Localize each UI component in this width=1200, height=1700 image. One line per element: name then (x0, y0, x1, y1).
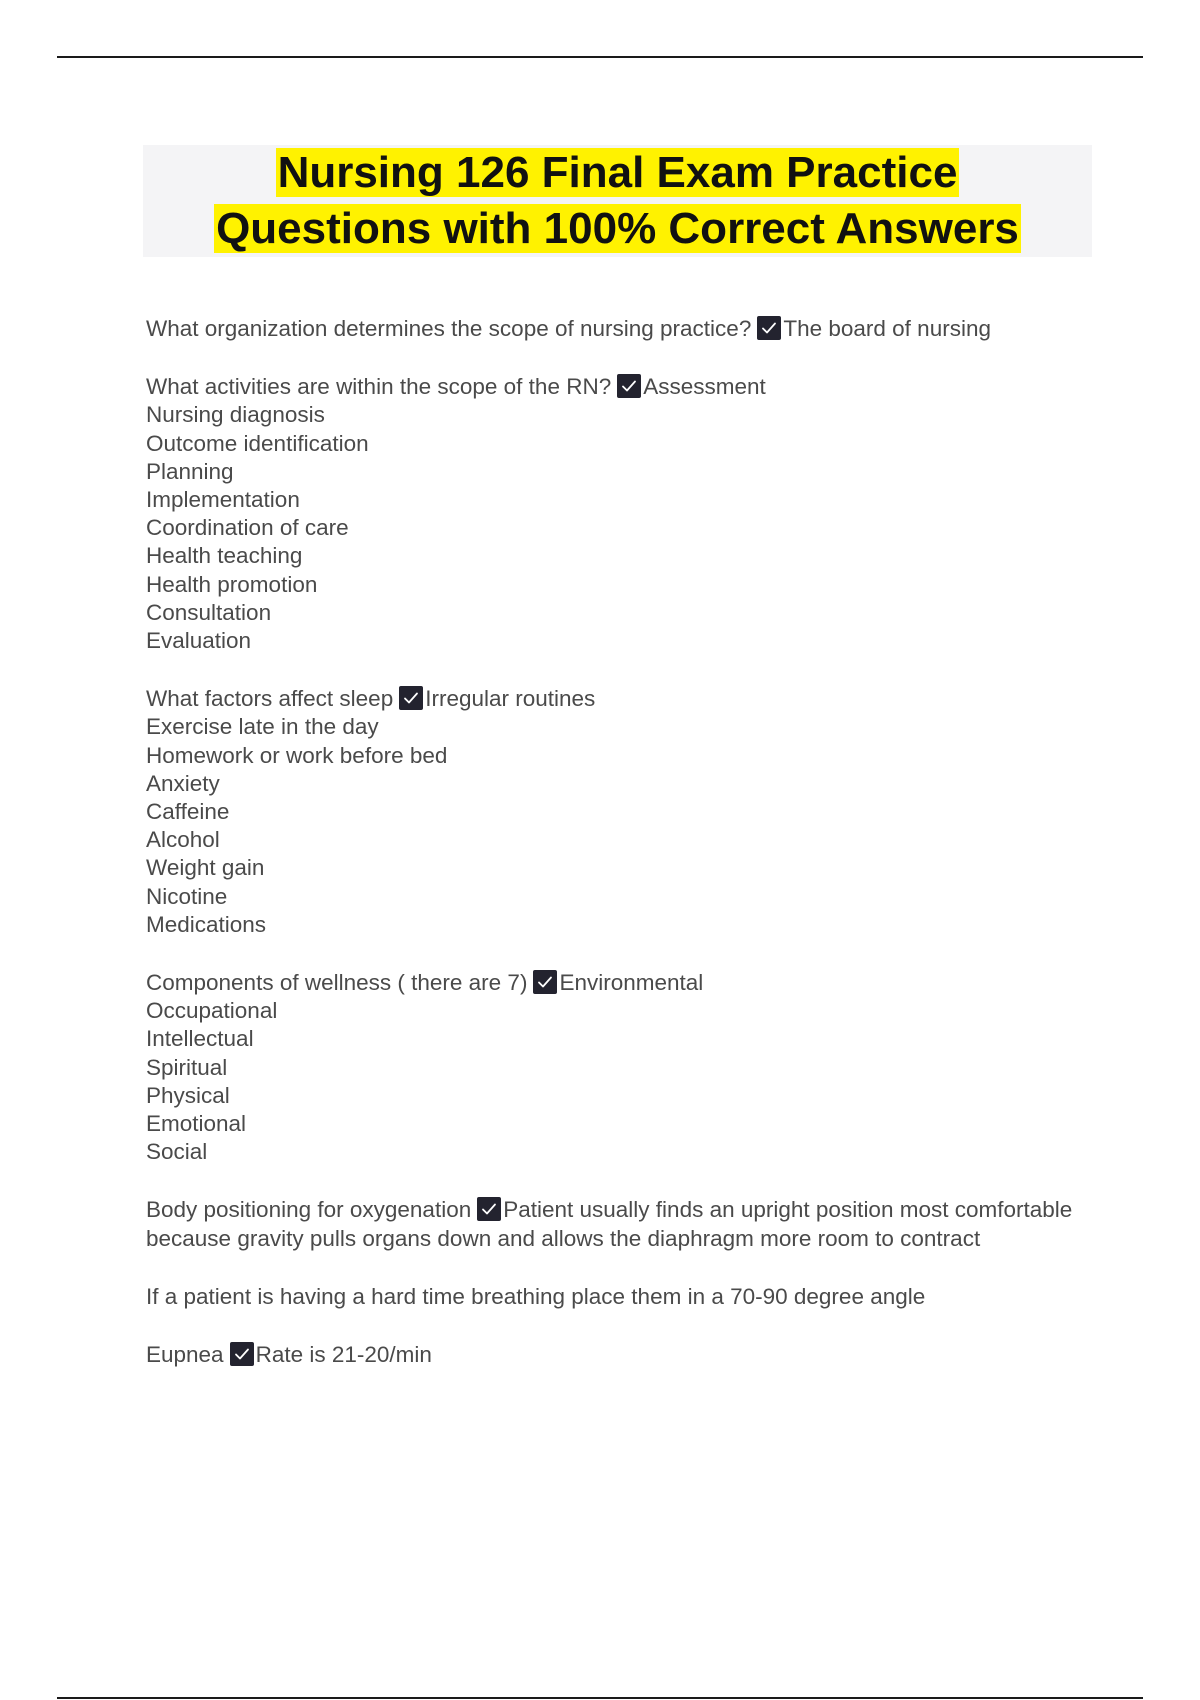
title-line-2 (143, 201, 1092, 257)
qa-item (146, 685, 1096, 939)
qa-item (146, 969, 1096, 1166)
check-mark-icon (477, 1197, 501, 1221)
answer-list-item: Alcohol (146, 827, 220, 853)
qa-first-line (146, 1196, 1096, 1252)
answer-list-item: Coordination of care (146, 515, 349, 541)
qa-first-line (146, 1341, 1096, 1369)
answer-list-item: Nicotine (146, 883, 228, 909)
top-rule (57, 56, 1143, 58)
answer-list-item: Implementation (146, 487, 300, 513)
qa-first-line (146, 373, 1096, 401)
check-mark-icon (617, 374, 641, 398)
title-line-2-text: Questions with 100% Correct Answers (216, 204, 1019, 253)
answer-list-item: Nursing diagnosis (146, 402, 325, 428)
answer-text: Patient usually finds an upright position most comfortable because gravity pulls organs down and allows the diaphragm more room to contract (146, 1197, 1073, 1251)
qa-item (146, 1341, 1096, 1369)
answer-list-item: Physical (146, 1082, 230, 1108)
qa-item (146, 1196, 1096, 1252)
answer-list-item: Occupational (146, 998, 278, 1024)
qa-item (146, 315, 1096, 343)
qa-content (146, 315, 1096, 1399)
check-mark-icon (399, 686, 423, 710)
qa-first-line (146, 969, 1096, 997)
question-text: What organization determines the scope of nursing practice? (146, 316, 752, 341)
qa-first-line (146, 685, 1096, 713)
note-text: If a patient is having a hard time breathing place them in a 70-90 degree angle (146, 1283, 926, 1309)
answer-list-item: Intellectual (146, 1026, 254, 1052)
question-text: Components of wellness ( there are 7) (146, 970, 528, 996)
answer-list-item: Spiritual (146, 1054, 228, 1080)
question-text: Body positioning for oxygenation (146, 1197, 472, 1223)
answer-list-item: Health teaching (146, 543, 303, 569)
answer-text: Assessment (643, 374, 766, 400)
answer-list-item: Emotional (146, 1111, 247, 1137)
answer-text: Rate is 21-20/min (255, 1342, 432, 1368)
question-text: Eupnea (146, 1342, 224, 1368)
answer-list-item: Social (146, 1139, 208, 1165)
answer-list-item: Caffeine (146, 799, 230, 825)
bottom-rule (57, 1697, 1143, 1699)
title-line-1 (143, 145, 1092, 201)
qa-item (146, 373, 1096, 655)
answer-list-item: Evaluation (146, 628, 252, 654)
check-mark-icon (230, 1342, 254, 1366)
answer-list-item: Homework or work before bed (146, 742, 448, 768)
check-mark-icon (533, 970, 557, 994)
check-mark-icon (757, 316, 781, 340)
answer-text: Environmental (559, 970, 704, 996)
answer-list-item: Medications (146, 911, 267, 937)
answer-text: Irregular routines (425, 686, 596, 712)
answer-list-item: Outcome identification (146, 430, 369, 456)
question-text: What activities are within the scope of the RN? (146, 374, 612, 400)
answer-text: The board of nursing (783, 316, 991, 341)
answer-list-item: Planning (146, 458, 234, 484)
answer-list-item: Anxiety (146, 770, 220, 796)
title-line-1-text: Nursing 126 Final Exam Practice (277, 148, 958, 197)
answer-list-item: Weight gain (146, 855, 265, 881)
qa-item (146, 1283, 1096, 1311)
document-title (143, 145, 1092, 257)
answer-list-item: Consultation (146, 599, 272, 625)
answer-list-item: Exercise late in the day (146, 714, 379, 740)
answer-list-item: Health promotion (146, 571, 318, 597)
question-text: What factors affect sleep (146, 686, 394, 712)
qa-first-line (146, 315, 1096, 343)
